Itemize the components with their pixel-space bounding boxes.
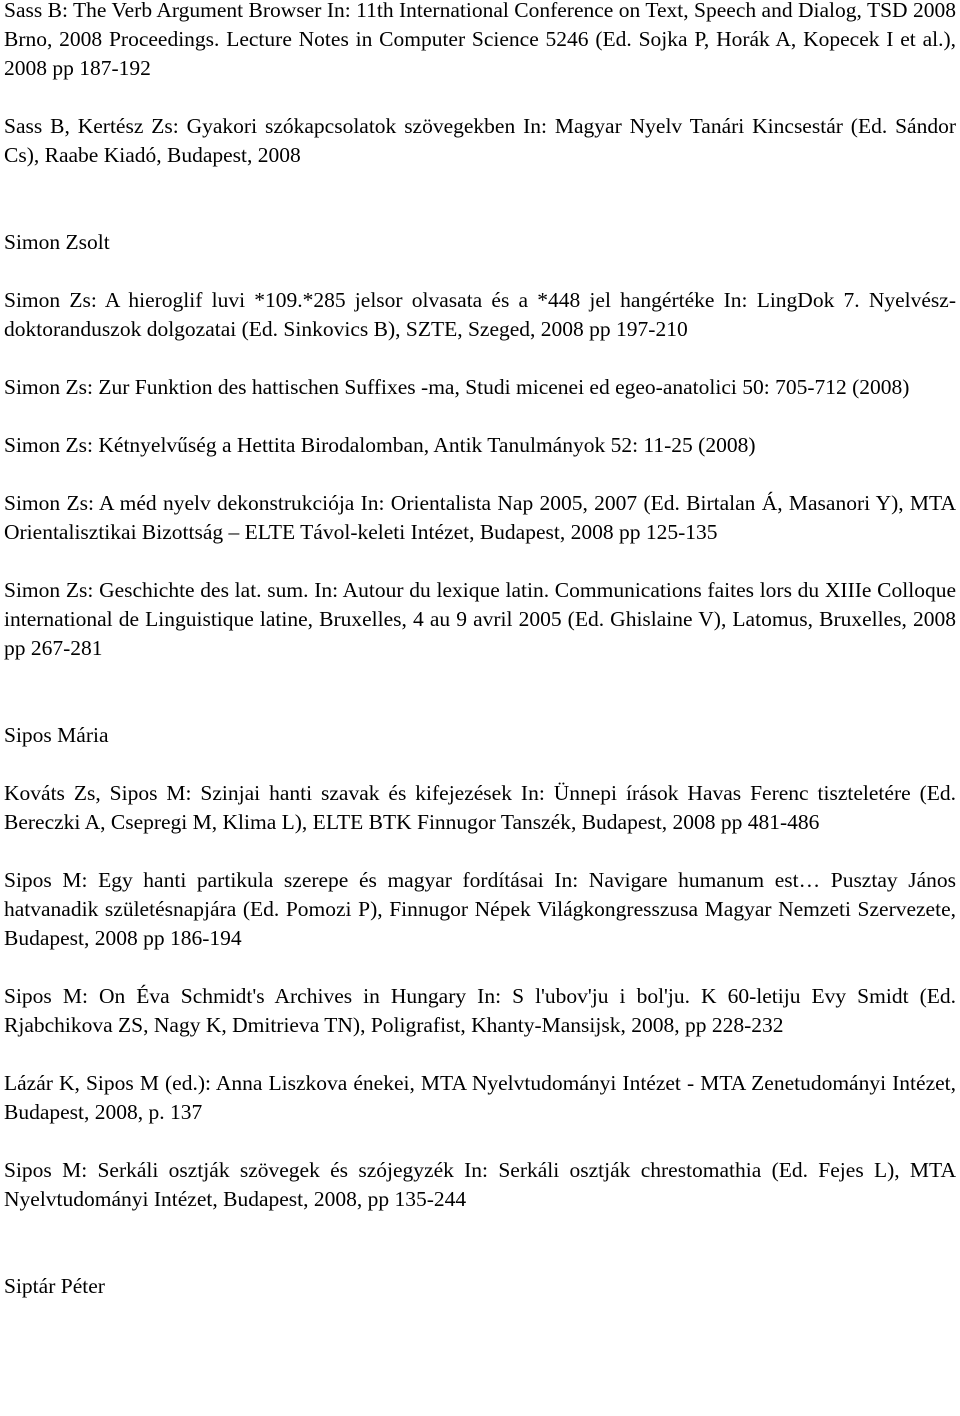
reference-entry: Simon Zs: Zur Funktion des hattischen Suffixes -ma, Studi micenei ed egeo-anatolici 50: 705-712 (2008) [4, 375, 910, 399]
reference-entry: Sass B, Kertész Zs: Gyakori szókapcsolatok szövegekben In: Magyar Nyelv Tanári Kincsestár (Ed. Sándor Cs), Raabe Kiadó, Budapest, 2008 [4, 114, 956, 167]
reference-entry: Lázár K, Sipos M (ed.): Anna Liszkova énekei, MTA Nyelvtudományi Intézet - MTA Zenetudományi Intézet, Budapest, 2008, p. 137 [4, 1071, 956, 1124]
author-heading-siptar: Siptár Péter [4, 1274, 105, 1298]
reference-entry: Sipos M: Egy hanti partikula szerepe és magyar fordításai In: Navigare humanum est… Pusztay János hatvanadik születésnapjára (Ed. Pomozi P), Finnugor Népek Világkongresszusa Magyar Nemzeti Szervezete, Budapest, 2008 pp 186-194 [4, 868, 956, 950]
reference-entry: Simon Zs: Kétnyelvűség a Hettita Birodalomban, Antik Tanulmányok 52: 11-25 (2008) [4, 433, 756, 457]
reference-entry: Simon Zs: A hieroglif luvi *109.*285 jelsor olvasata és a *448 jel hangértéke In: LingDok 7. Nyelvész-doktoranduszok dolgozatai (Ed. Sinkovics B), SZTE, Szeged, 2008 pp 197-210 [4, 288, 956, 341]
author-heading-simon: Simon Zsolt [4, 230, 110, 254]
reference-entry: Simon Zs: A méd nyelv dekonstrukciója In: Orientalista Nap 2005, 2007 (Ed. Birtalan Á, Masanori Y), MTA Orientalisztikai Bizottság – ELTE Távol-keleti Intézet, Budapest, 2008 pp 125-135 [4, 491, 956, 544]
reference-entry: Sipos M: On Éva Schmidt's Archives in Hungary In: S l'ubov'ju i bol'ju. K 60-letiju Evy Smidt (Ed. Rjabchikova ZS, Nagy K, Dmitrieva TN), Poligrafist, Khanty-Mansijsk, 2008, pp 228-232 [4, 984, 956, 1037]
reference-entry: Sipos M: Serkáli osztják szövegek és szójegyzék In: Serkáli osztják chrestomathia (Ed. Fejes L), MTA Nyelvtudományi Intézet, Budapest, 2008, pp 135-244 [4, 1158, 956, 1211]
author-heading-sipos: Sipos Mária [4, 723, 109, 747]
reference-entry: Sass B: The Verb Argument Browser In: 11th International Conference on Text, Speech and Dialog, TSD 2008 Brno, 2008 Proceedings. Lecture Notes in Computer Science 5246 (Ed. Sojka P, Horák A, Kopecek I et al.), 2008 pp 187-192 [4, 0, 956, 80]
reference-entry: Kováts Zs, Sipos M: Szinjai hanti szavak és kifejezések In: Ünnepi írások Havas Ferenc tiszteletére (Ed. Bereczki A, Csepregi M, Klima L), ELTE BTK Finnugor Tanszék, Budapest, 2008 pp 481-486 [4, 781, 956, 834]
reference-entry: Simon Zs: Geschichte des lat. sum. In: Autour du lexique latin. Communications faites lors du XIIIe Colloque international de Linguistique latine, Bruxelles, 4 au 9 avril 2005 (Ed. Ghislaine V), Latomus, Bruxelles, 2008 pp 267-281 [4, 578, 956, 660]
document-page [4, 0, 956, 1301]
